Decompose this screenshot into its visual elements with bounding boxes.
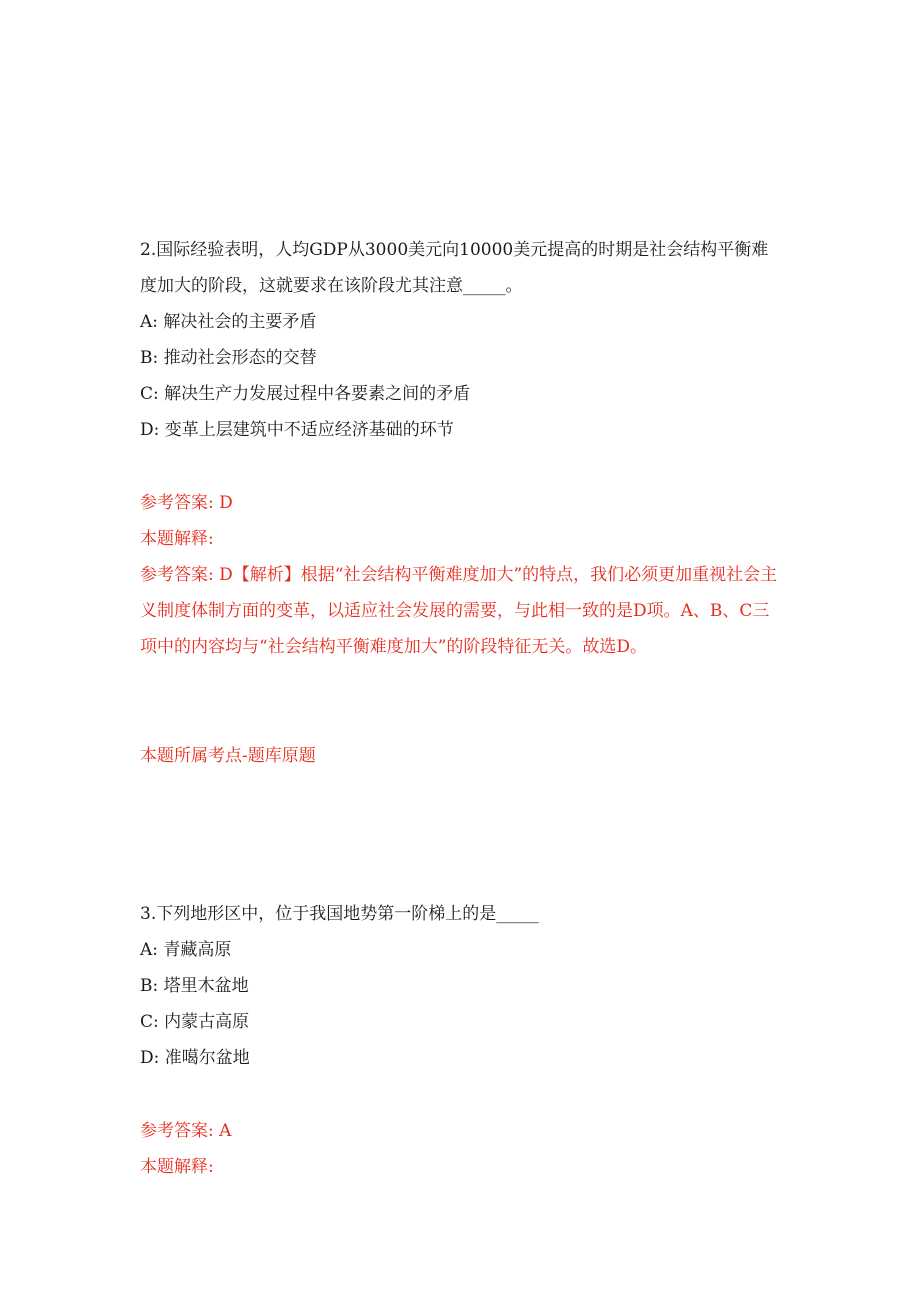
question-text: 3.下列地形区中，位于我国地势第一阶梯上的是_____ [140,904,539,924]
option-b: B: 推动社会形态的交替 [140,348,317,368]
option-a: A: 解决社会的主要矛盾 [140,312,317,332]
answer-text: 参考答案: A [140,1121,232,1141]
answer-text: 参考答案: D [140,493,233,513]
question-2 [140,232,780,448]
option-c: C: 内蒙古高原 [140,1012,250,1032]
explanation-label: 本题解释: [140,529,214,549]
question-2-topic [140,738,780,774]
option-a: A: 青藏高原 [140,940,232,960]
topic-text: 本题所属考点-题库原题 [140,746,316,766]
option-c: C: 解决生产力发展过程中各要素之间的矛盾 [140,384,471,404]
question-2-answer [140,485,780,665]
explanation-label: 本题解释: [140,1157,214,1177]
option-b: B: 塔里木盆地 [140,976,249,996]
question-text: 2.国际经验表明，人均GDP从3000美元向10000美元提高的时期是社会结构平衡难度加大的阶段，这就要求在该阶段尤其注意_____。 [140,240,769,296]
question-3-answer [140,1113,780,1185]
option-d: D: 准噶尔盆地 [140,1048,250,1068]
question-3 [140,896,780,1076]
explanation-text: 参考答案: D【解析】根据“社会结构平衡难度加大”的特点，我们必须更加重视社会主义制度体制方面的变革，以适应社会发展的需要，与此相一致的是D项。A、B、C三项中的内容均与“社会结构平衡难度加大”的阶段特征无关。故选D。 [140,565,778,657]
option-d: D: 变革上层建筑中不适应经济基础的环节 [140,420,454,440]
